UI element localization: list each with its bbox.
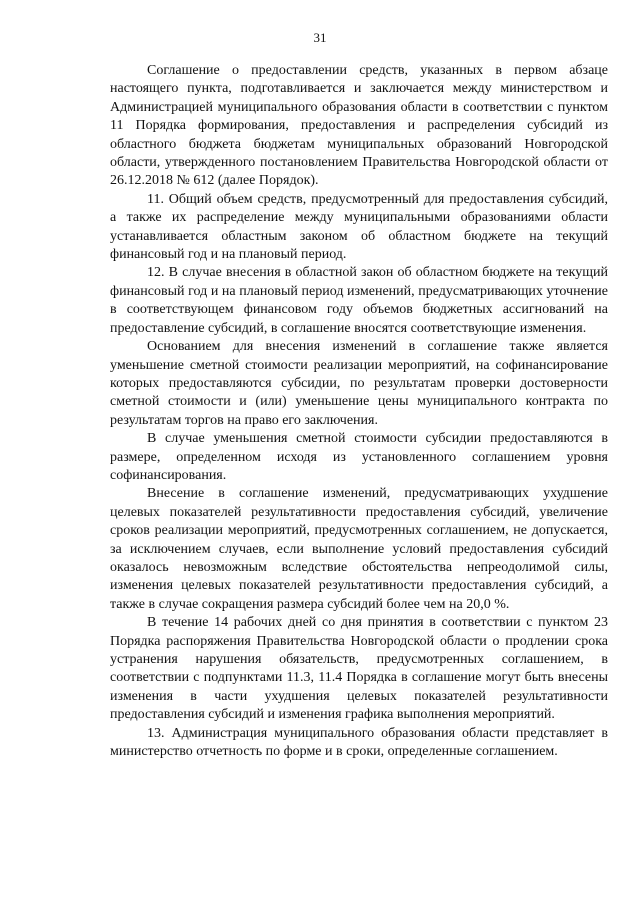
paragraph-changes: Внесение в соглашение изменений, предусматривающих ухудшение целевых показателей результативности предоставления субсидий, увеличение сроков реализации мероприятий, предусмотренных соглашением, не допускается, за исключением случаев, если выполнение условий предоставления субсидий оказалось невозможным вследствие обстоятельства непреодолимой силы, изменения целевых показателей результативности предоставления субсидий, а также в случае сокращения размера субсидий более чем на 20,0 %.: [110, 486, 608, 612]
paragraph-agreement: Соглашение о предоставлении средств, указанных в первом абзаце настоящего пункта, подготавливается и заключается между министерством и Администрацией муниципального образования области в соответствии с пунктом 11 Порядка формирования, предоставления и распределения субсидий из областного бюджета бюджетам муниципальных образований Новгородской области, утвержденного постановлением Правительства Новгородской области от 26.12.2018 № 612 (далее Порядок).: [110, 63, 608, 189]
paragraph-11: 11. Общий объем средств, предусмотренный для предоставления субсидий, а также их распределение между муниципальными образованиями области устанавливается областным законом об областном бюджете на текущий финансовый год и на плановый период.: [110, 191, 608, 263]
paragraph-13: 13. Администрация муниципального образования области представляет в министерство отчетность по форме и в сроки, определенные соглашением.: [110, 725, 608, 760]
paragraph-12: 12. В случае внесения в областной закон об областном бюджете на текущий финансовый год и на плановый период изменений, предусматривающих уточнение в соответствующем финансовом году объемов бюджетных ассигнований на предоставление субсидий, в соглашение вносятся соответствующие изменения.: [110, 265, 608, 336]
document-body: [110, 62, 608, 761]
page-number: 31: [313, 30, 327, 45]
paragraph-grounds: Основанием для внесения изменений в соглашение также является уменьшение сметной стоимости реализации мероприятий, на софинансирование которых предоставляются субсидии, по результатам проверки достоверности сметной стоимости и (или) уменьшение цены муниципального контракта по результатам торгов на право его заключения.: [110, 339, 608, 428]
paragraph-reduction: В случае уменьшения сметной стоимости субсидии предоставляются в размере, определенном исходя из установленного соглашением уровня софинансирования.: [110, 431, 608, 483]
paragraph-14-days: В течение 14 рабочих дней со дня принятия в соответствии с пунктом 23 Порядка распоряжения Правительства Новгородской области о продлении срока устранения нарушения обязательств, предусмотренных соглашением, в соответствии с подпунктами 11.3, 11.4 Порядка в соглашение могут быть внесены изменения в части ухудшения целевых показателей результативности предоставления субсидий и изменения графика выполнения мероприятий.: [110, 615, 608, 723]
